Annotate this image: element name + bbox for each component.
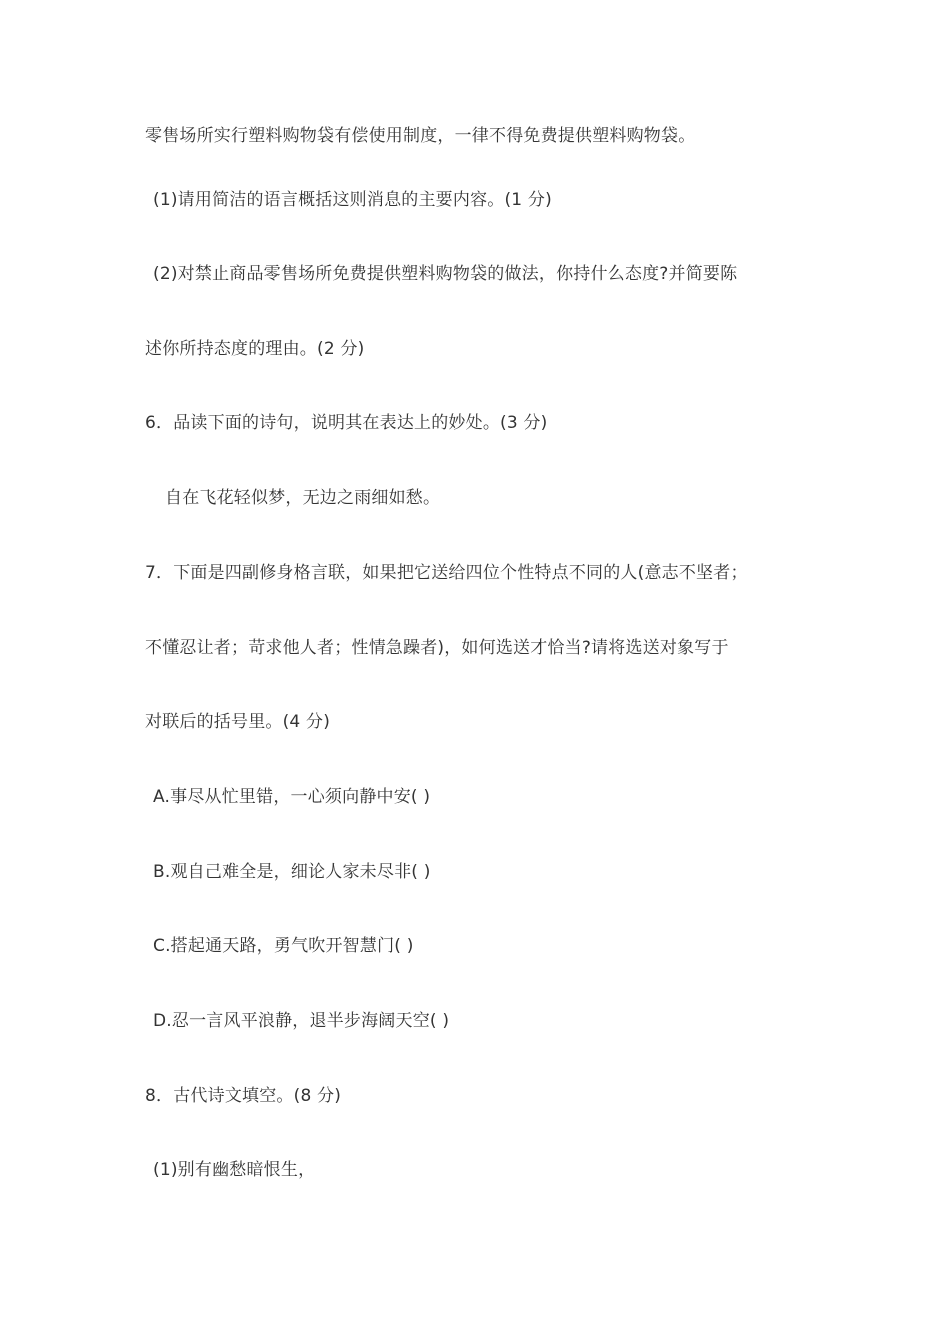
poem-line: 自在飞花轻似梦，无边之雨细如愁。 [165, 488, 441, 508]
question-7: 7．下面是四副修身格言联，如果把它送给四位个性特点不同的人(意志不坚者； [145, 563, 748, 583]
couplet-option-a: A.事尽从忙里错，一心须向静中安( ) [153, 787, 431, 807]
couplet-option-b: B.观自己难全是，细论人家未尽非( ) [153, 862, 431, 882]
question-8: 8．古代诗文填空。(8 分) [145, 1086, 342, 1106]
couplet-option-d: D.忍一言风平浪静，退半步海阔天空( ) [153, 1011, 450, 1031]
couplet-option-c: C.搭起通天路，勇气吹开智慧门( ) [153, 936, 414, 956]
text-line-intro-continuation: 零售场所实行塑料购物袋有偿使用制度，一律不得免费提供塑料购物袋。 [145, 126, 696, 146]
question-5-sub-2: (2)对禁止商品零售场所免费提供塑料购物袋的做法，你持什么态度?并简要陈 [153, 264, 738, 284]
question-5-sub-1: (1)请用简洁的语言概括这则消息的主要内容。(1 分) [153, 190, 552, 210]
question-5-sub-2-continuation: 述你所持态度的理由。(2 分) [145, 339, 365, 359]
question-7-continuation-1: 不懂忍让者；苛求他人者；性情急躁者)，如何选送才恰当?请将选送对象写于 [145, 638, 729, 658]
question-8-sub-1: (1)别有幽愁暗恨生， [153, 1160, 316, 1180]
question-7-continuation-2: 对联后的括号里。(4 分) [145, 712, 331, 732]
question-6: 6．品读下面的诗句，说明其在表达上的妙处。(3 分) [145, 413, 548, 433]
